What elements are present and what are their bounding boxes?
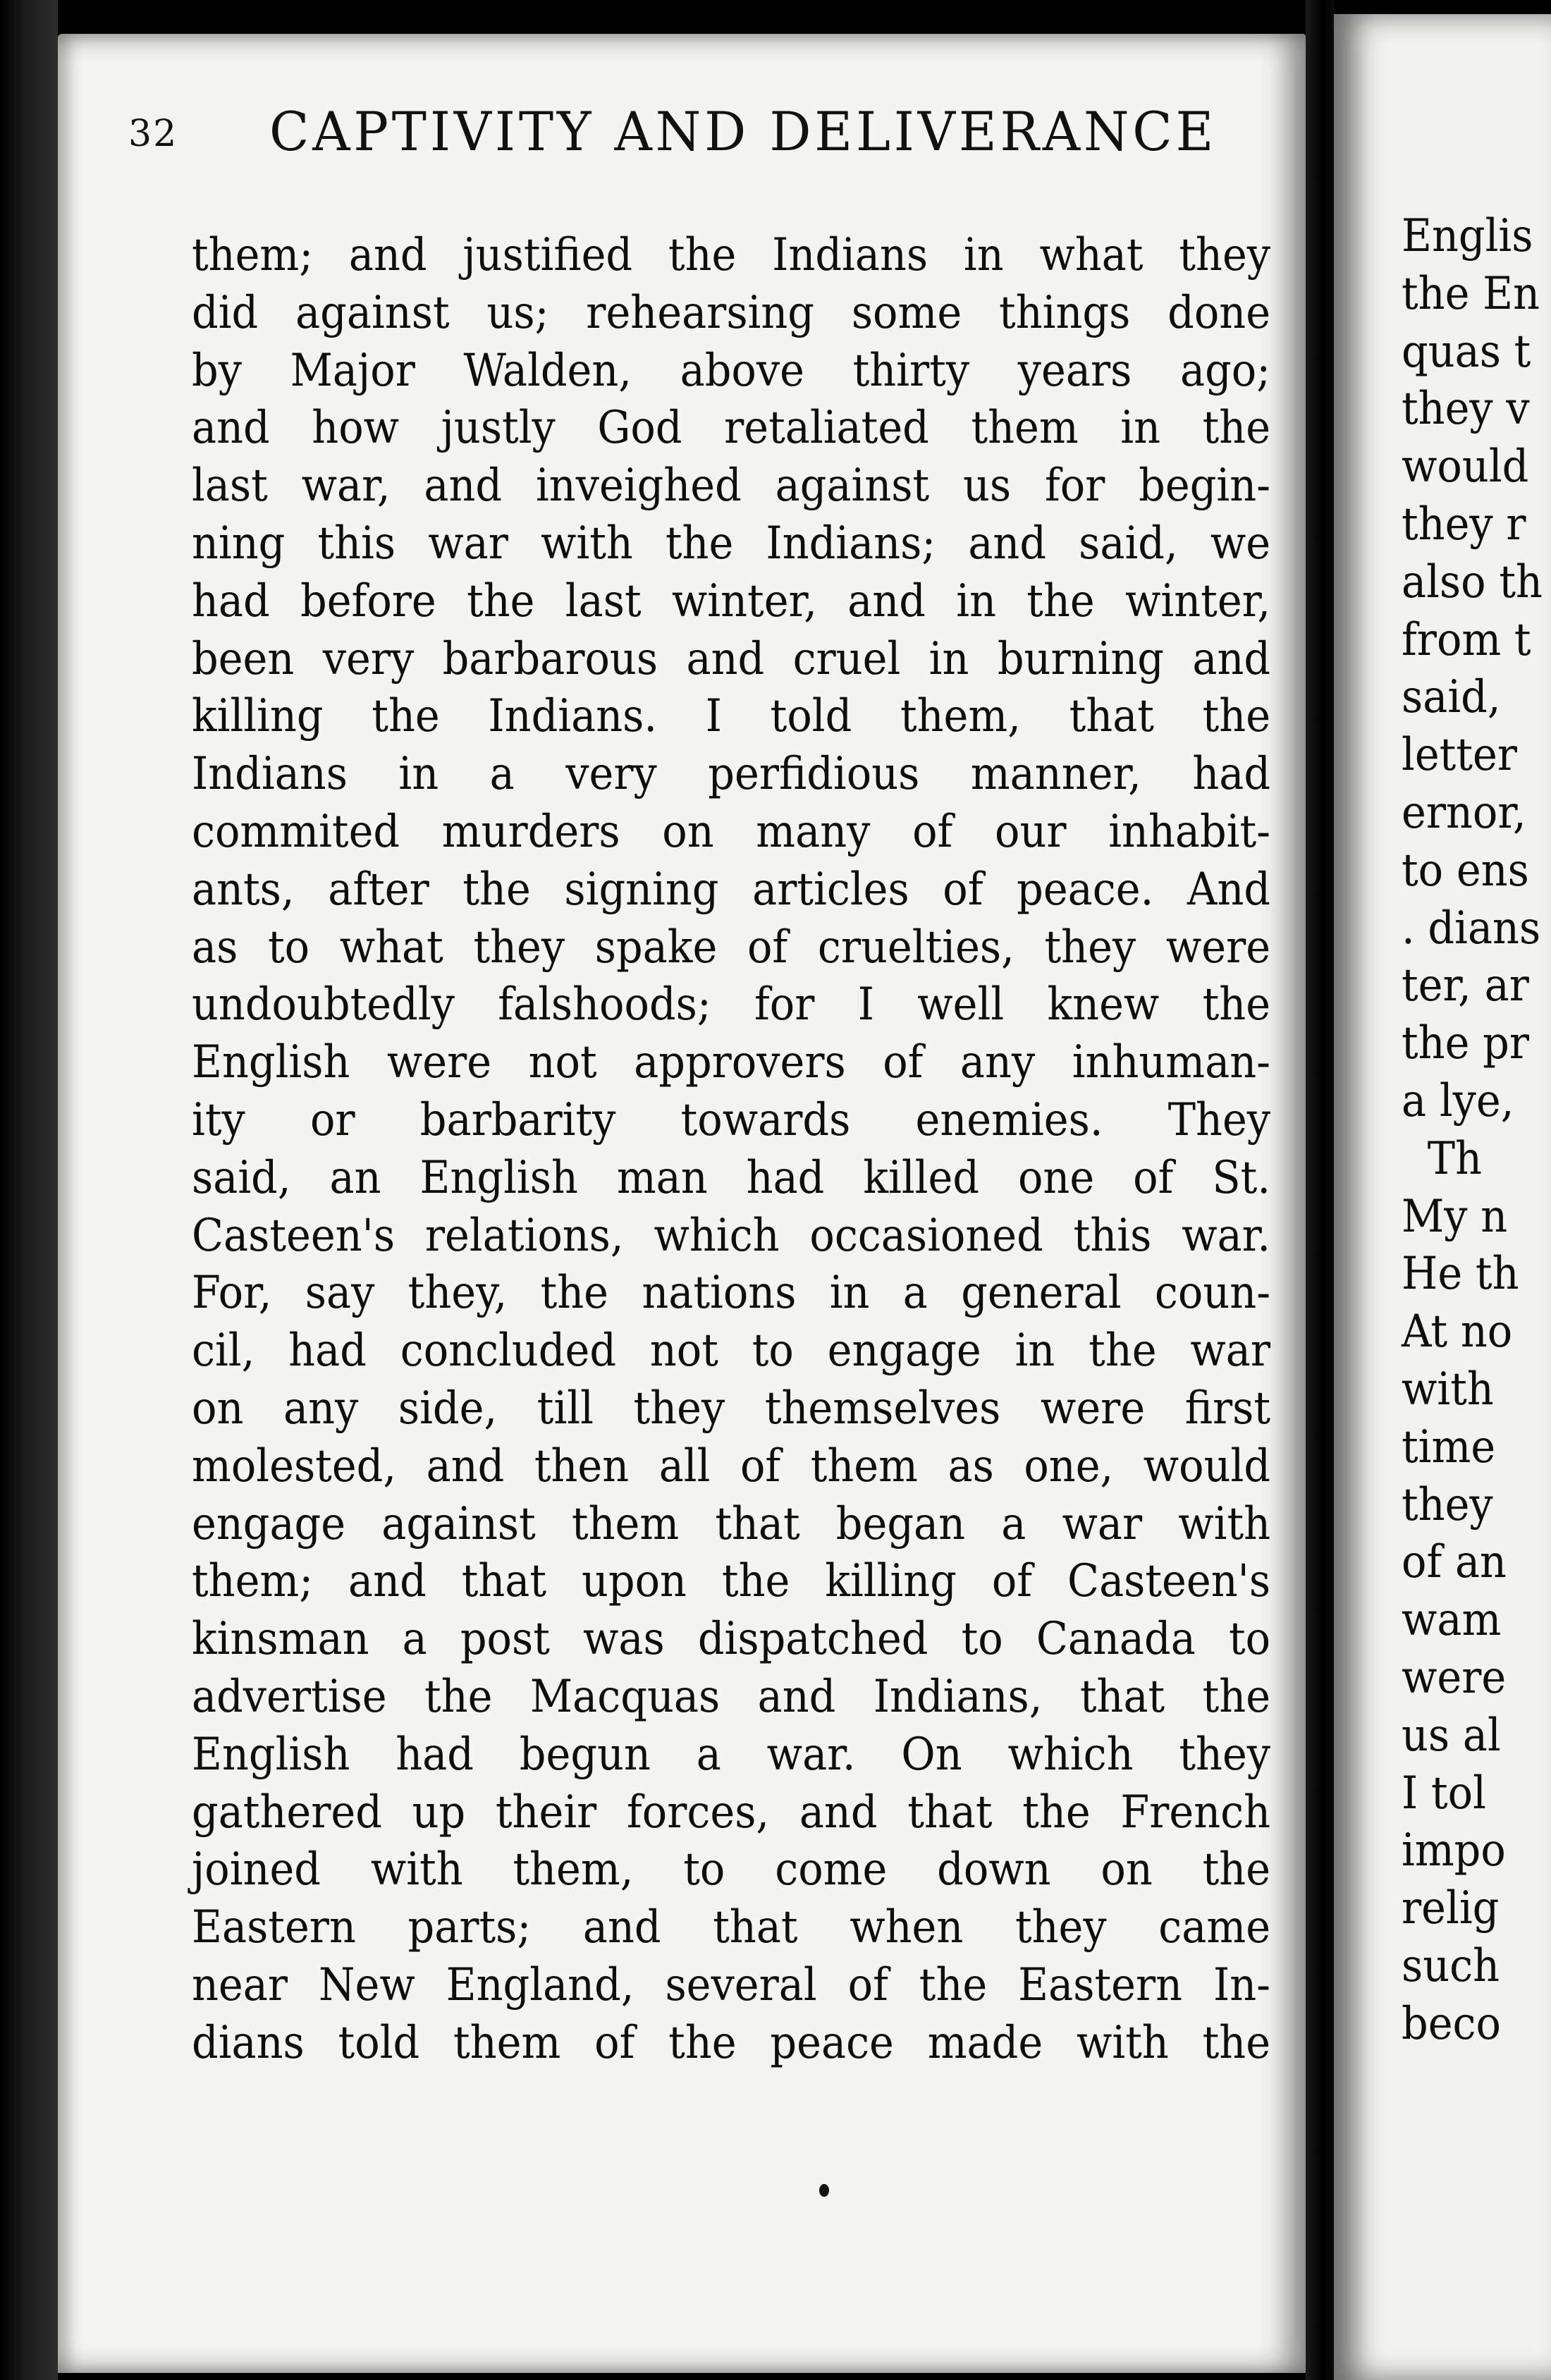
text-line: My n xyxy=(1402,1190,1508,1243)
text-line: undoubtedly falshoods; for I well knew the xyxy=(192,979,1271,1031)
text-line: relig xyxy=(1402,1882,1500,1935)
text-line: as to what they spake of cruelties, they were xyxy=(192,921,1271,974)
ink-speck xyxy=(819,2184,829,2197)
text-line: to ens xyxy=(1402,844,1529,897)
text-line: been very barbarous and cruel in burning and xyxy=(192,632,1271,685)
text-line: . dians xyxy=(1402,902,1541,955)
text-line: ity or barbarity towards enemies. They xyxy=(192,1093,1271,1146)
text-line: gathered up their forces, and that the French xyxy=(192,1786,1271,1839)
text-line: they v xyxy=(1402,383,1530,436)
body-text xyxy=(192,227,1270,2073)
right-page-fragment xyxy=(1334,14,1551,2380)
text-line: ants, after the signing articles of peace. And xyxy=(192,863,1271,916)
text-line: time xyxy=(1402,1421,1496,1473)
text-line: the pr xyxy=(1402,1017,1529,1070)
text-line: Indians in a very perfidious manner, had xyxy=(192,748,1271,801)
book-spine-shadow xyxy=(1306,0,1334,2380)
text-line: beco xyxy=(1402,1997,1501,2050)
text-line: I tol xyxy=(1402,1767,1486,1820)
text-line: dians told them of the peace made with the xyxy=(192,2016,1271,2069)
text-line: said, an English man had killed one of St. xyxy=(192,1151,1271,1204)
text-line: killing the Indians. I told them, that the xyxy=(192,690,1271,743)
text-line: last war, and inveighed against us for begin- xyxy=(192,460,1271,513)
text-line: would xyxy=(1402,441,1529,493)
text-line: impo xyxy=(1402,1824,1506,1877)
text-line: kinsman a post was dispatched to Canada to xyxy=(192,1613,1271,1666)
left-page xyxy=(58,34,1306,2373)
page-number: 32 xyxy=(128,113,178,155)
text-line: such xyxy=(1402,1939,1500,1992)
text-line: ning this war with the Indians; and said, we xyxy=(192,517,1271,570)
text-line: Casteen's relations, which occasioned this war. xyxy=(192,1209,1271,1262)
text-line: advertise the Macquas and Indians, that the xyxy=(192,1670,1271,1723)
text-line: they r xyxy=(1402,498,1526,551)
text-line: of an xyxy=(1402,1536,1507,1589)
text-line: from t xyxy=(1402,613,1531,666)
text-line: wam xyxy=(1402,1594,1502,1647)
text-line: ter, ar xyxy=(1402,959,1529,1012)
text-line: For, say they, the nations in a general coun- xyxy=(192,1267,1271,1320)
text-line: At no xyxy=(1402,1306,1513,1358)
text-line: on any side, till they themselves were first xyxy=(192,1382,1271,1435)
text-line: did against us; rehearsing some things done xyxy=(192,286,1271,339)
text-line: letter xyxy=(1402,729,1517,782)
text-line: them; and that upon the killing of Casteen's xyxy=(192,1555,1271,1608)
text-line: ernor, xyxy=(1402,786,1526,839)
right-page-text xyxy=(1402,208,1551,2054)
text-line: a lye, xyxy=(1402,1074,1514,1127)
text-line: quas t xyxy=(1402,325,1531,378)
text-line: also th xyxy=(1402,556,1543,608)
text-line: joined with them, to come down on the xyxy=(192,1844,1271,1896)
running-head xyxy=(128,92,1285,169)
text-line: Eastern parts; and that when they came xyxy=(192,1901,1271,1954)
text-line: English were not approvers of any inhuman- xyxy=(192,1036,1271,1089)
text-line: the En xyxy=(1402,267,1540,320)
text-line: molested, and then all of them as one, would xyxy=(192,1440,1271,1492)
text-line: Englis xyxy=(1402,210,1533,262)
text-line: said, xyxy=(1402,671,1501,724)
text-line: us al xyxy=(1402,1709,1501,1762)
text-line: near New England, several of the Eastern In- xyxy=(192,1958,1271,2011)
text-line: He th xyxy=(1402,1248,1519,1301)
left-gutter-shadow xyxy=(0,0,58,2380)
text-line: by Major Walden, above thirty years ago; xyxy=(192,344,1271,397)
text-line: English had begun a war. On which they xyxy=(192,1728,1271,1781)
text-line: engage against them that began a war with xyxy=(192,1497,1271,1550)
text-line: cil, had concluded not to engage in the war xyxy=(192,1325,1271,1378)
text-line: they xyxy=(1402,1478,1493,1531)
text-line: were xyxy=(1402,1651,1507,1704)
text-line: with xyxy=(1402,1363,1494,1416)
text-line: had before the last winter, and in the winter, xyxy=(192,575,1271,627)
text-line: commited murders on many of our inhabit- xyxy=(192,805,1271,858)
running-head-title: CAPTIVITY AND DELIVERANCE xyxy=(269,100,1218,163)
text-line: Th xyxy=(1427,1132,1482,1185)
text-line: them; and justified the Indians in what they xyxy=(192,229,1271,281)
text-line: and how justly God retaliated them in the xyxy=(192,402,1271,455)
